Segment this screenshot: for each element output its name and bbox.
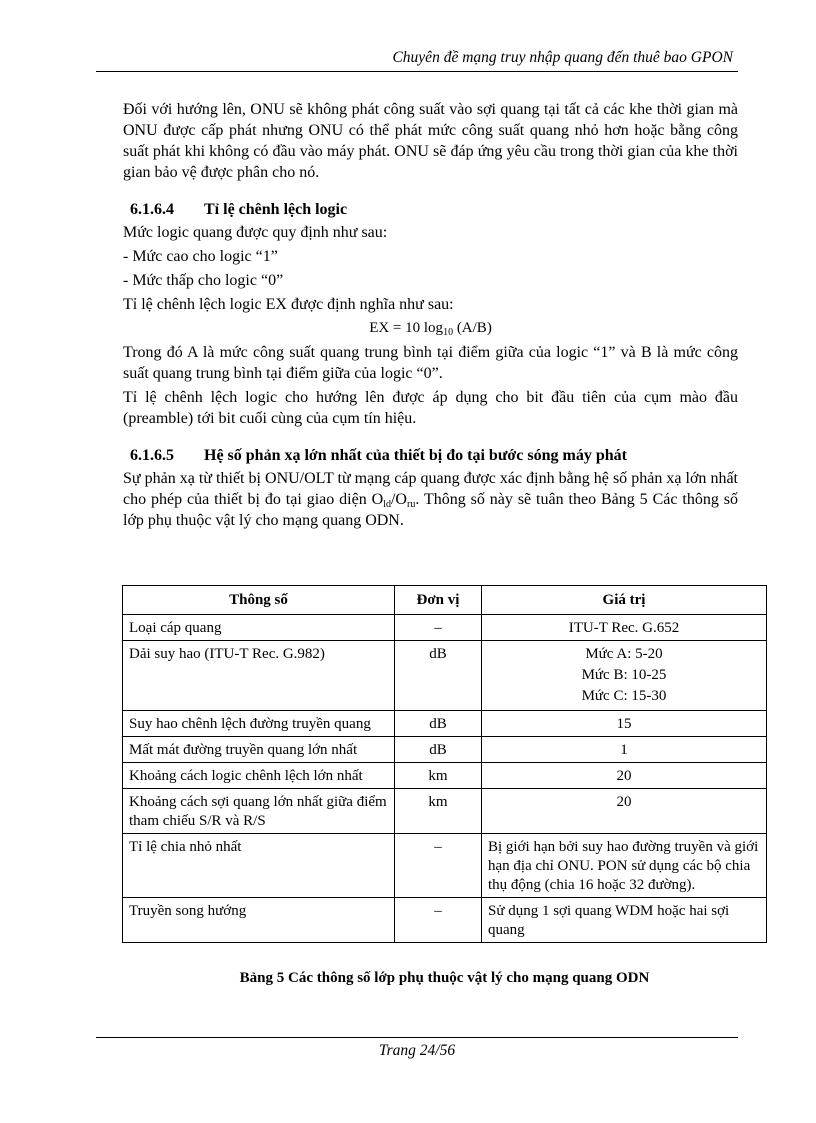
table-row bbox=[123, 641, 767, 711]
cell-unit: – bbox=[395, 834, 482, 898]
upstream-application: Tỉ lệ chênh lệch logic cho hướng lên được áp dụng cho bit đầu tiên của cụm mào đầu (preamble) tới bit cuối cùng của cụm tín hiệu. bbox=[123, 389, 738, 427]
extinction-ratio-intro: Tỉ lệ chênh lệch logic EX được định nghĩa như sau: bbox=[123, 296, 454, 313]
section-title: Tỉ lệ chênh lệch logic bbox=[204, 201, 348, 218]
cell-value bbox=[482, 641, 767, 711]
cell-value: Sử dụng 1 sợi quang WDM hoặc hai sợi quang bbox=[482, 898, 767, 943]
header-unit: Đơn vị bbox=[395, 586, 482, 615]
cell-value: ITU-T Rec. G.652 bbox=[482, 615, 767, 641]
reflectance-text-1: Sự phản xạ từ thiết bị ONU/OLT từ mạng cáp quang được xác định bằng hệ số phản xạ lớn nhất cho phép của thiết bị đo tại giao diện O bbox=[123, 470, 738, 508]
reflectance-text-slash: /O bbox=[390, 491, 407, 508]
table-row bbox=[123, 763, 767, 789]
section-number: 6.1.6.4 bbox=[130, 201, 174, 218]
reflectance-text-2: . Thông số này sẽ tuân theo Bảng 5 Các thông số lớp phụ thuộc vật lý cho mạng quang ODN. bbox=[123, 491, 738, 529]
cell-value: 20 bbox=[482, 789, 767, 834]
cell-parameter: Khoảng cách sợi quang lớn nhất giữa điểm tham chiếu S/R và R/S bbox=[123, 789, 395, 834]
cell-parameter: Khoảng cách logic chênh lệch lớn nhất bbox=[123, 763, 395, 789]
section-heading-6-1-6-5 bbox=[123, 445, 738, 466]
subscript-ld: ld bbox=[383, 499, 391, 510]
header-value: Giá trị bbox=[482, 586, 767, 615]
cell-parameter: Mất mát đường truyền quang lớn nhất bbox=[123, 737, 395, 763]
paragraph-upstream: Đối với hướng lên, ONU sẽ không phát công suất vào sợi quang tại tất cả các khe thời gian mà ONU được cấp phát nhưng ONU có thể phát mức công suất quang nhỏ hơn hoặc bằng công suất phát khi không có đầu vào máy phát. ONU sẽ đáp ứng yêu cầu trong thời gian của khe thời gian bảo vệ được phân cho nó. bbox=[123, 101, 738, 181]
cell-unit: – bbox=[395, 898, 482, 943]
odn-parameters-table bbox=[122, 585, 767, 943]
subscript-ru: ru bbox=[406, 499, 416, 510]
cell-parameter: Tỉ lệ chia nhỏ nhất bbox=[123, 834, 395, 898]
logic-low-item: - Mức thấp cho logic “0” bbox=[123, 272, 284, 289]
table-row bbox=[123, 834, 767, 898]
header-parameter: Thông số bbox=[123, 586, 395, 615]
table-row bbox=[123, 615, 767, 641]
section-heading-6-1-6-4 bbox=[123, 199, 738, 220]
cell-unit: dB bbox=[395, 711, 482, 737]
logic-levels-intro: Mức logic quang được quy định như sau: bbox=[123, 224, 388, 241]
table-caption: Bảng 5 Các thông số lớp phụ thuộc vật lý cho mạng quang ODN bbox=[239, 970, 650, 986]
cell-unit: dB bbox=[395, 737, 482, 763]
cell-parameter: Loại cáp quang bbox=[123, 615, 395, 641]
table-row bbox=[123, 898, 767, 943]
header-divider bbox=[96, 71, 738, 72]
cell-value: 15 bbox=[482, 711, 767, 737]
cell-value: Bị giới hạn bởi suy hao đường truyền và giới hạn địa chỉ ONU. PON sử dụng các bộ chia thụ động (chia 16 hoặc 32 đường). bbox=[482, 834, 767, 898]
page-content bbox=[123, 99, 738, 531]
cell-unit: km bbox=[395, 763, 482, 789]
reflectance-paragraph bbox=[123, 468, 738, 531]
cell-unit: – bbox=[395, 615, 482, 641]
table-header-row bbox=[123, 586, 767, 615]
extinction-ratio-formula bbox=[123, 318, 738, 339]
page-number: Trang 24/56 bbox=[378, 1042, 456, 1059]
section-title: Hệ số phản xạ lớn nhất của thiết bị đo tại bước sóng máy phát bbox=[204, 447, 627, 464]
cell-unit: km bbox=[395, 789, 482, 834]
table-row bbox=[123, 737, 767, 763]
page-header-title: Chuyên đề mạng truy nhập quang đến thuê bao GPON bbox=[392, 49, 733, 66]
footer-divider bbox=[96, 1037, 738, 1038]
cell-value: 20 bbox=[482, 763, 767, 789]
cell-unit: dB bbox=[395, 641, 482, 711]
value-level-b: Mức B: 10-25 bbox=[581, 667, 667, 683]
formula-lhs: EX = 10 log bbox=[369, 320, 444, 336]
formula-rhs: (A/B) bbox=[453, 320, 492, 336]
table-row bbox=[123, 711, 767, 737]
value-level-c: Mức C: 15-30 bbox=[581, 688, 667, 704]
logic-high-item: - Mức cao cho logic “1” bbox=[123, 248, 278, 265]
section-number: 6.1.6.5 bbox=[130, 447, 174, 464]
formula-explanation: Trong đó A là mức công suất quang trung bình tại điểm giữa của logic “1” và B là mức công suất quang trung bình tại điểm giữa của logic “0”. bbox=[123, 344, 738, 382]
value-level-a: Mức A: 5-20 bbox=[585, 646, 663, 662]
cell-parameter: Dải suy hao (ITU-T Rec. G.982) bbox=[123, 641, 395, 711]
table-row bbox=[123, 789, 767, 834]
cell-parameter: Suy hao chênh lệch đường truyền quang bbox=[123, 711, 395, 737]
formula-subscript: 10 bbox=[443, 327, 454, 338]
cell-parameter: Truyền song hướng bbox=[123, 898, 395, 943]
cell-value: 1 bbox=[482, 737, 767, 763]
